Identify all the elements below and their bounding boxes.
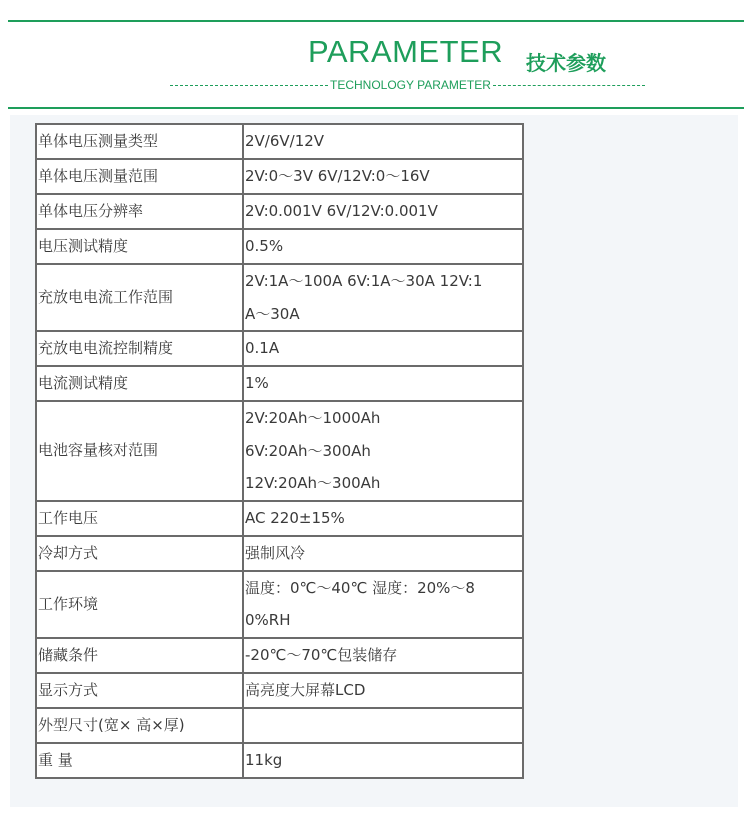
parameter-label: [36, 536, 243, 571]
parameter-label-text: 充放电电流工作范围: [38, 288, 174, 306]
parameter-label-text: 冷却方式: [38, 543, 99, 562]
parameter-label: [36, 264, 243, 331]
parameter-table-body: [36, 124, 523, 778]
parameter-label-text: 外型尺寸(宽× 高×厚): [38, 715, 185, 734]
parameter-value-line: 0.1A: [245, 339, 280, 357]
parameter-value-line: 高亮度大屏幕LCD: [245, 680, 366, 699]
parameter-value-line: 2V:1A～100A 6V:1A～30A 12V:1: [245, 272, 483, 290]
parameter-value-line: 2V:0.001V 6V/12V:0.001V: [245, 202, 438, 220]
parameter-value: [243, 673, 523, 708]
parameter-label-text: 单体电压测量范围: [38, 167, 159, 185]
parameter-label-text: 储藏条件: [38, 645, 99, 664]
parameter-row: [36, 401, 523, 501]
page-subtitle: [170, 78, 645, 92]
page-title-chinese: 技术参数: [526, 51, 606, 75]
parameter-value-line: 温度：0℃～40℃ 湿度：20%～8: [245, 578, 475, 597]
parameter-label-text: 电压测试精度: [38, 237, 129, 255]
parameter-value: [243, 124, 523, 159]
parameter-label: [36, 159, 243, 194]
parameter-value-line: 12V:20Ah～300Ah: [245, 474, 381, 492]
parameter-row: [36, 571, 523, 638]
parameter-label: [36, 743, 243, 778]
parameter-label-text: 电池容量核对范围: [38, 441, 159, 460]
parameter-label: [36, 571, 243, 638]
parameter-label: [36, 401, 243, 501]
parameter-value-line: AC 220±15%: [245, 508, 345, 527]
parameter-label-text: 单体电压测量类型: [38, 132, 159, 150]
parameter-value-line: 11kg: [245, 750, 283, 769]
subtitle-dashes-right: [493, 85, 645, 86]
parameter-value: [243, 638, 523, 673]
parameter-label: [36, 638, 243, 673]
parameter-label-text: 充放电电流控制精度: [38, 339, 174, 357]
parameter-value: [243, 708, 523, 743]
parameter-value: [243, 229, 523, 264]
parameter-row: [36, 673, 523, 708]
parameter-value: [243, 743, 523, 778]
parameter-value: [243, 194, 523, 229]
parameter-label-text: 显示方式: [38, 680, 99, 699]
parameter-label: [36, 229, 243, 264]
parameter-row: [36, 366, 523, 401]
parameter-row: [36, 743, 523, 778]
parameter-row: [36, 638, 523, 673]
parameter-value-line: A～30A: [245, 304, 300, 323]
parameter-value: [243, 264, 523, 331]
parameter-label-text: 工作电压: [38, 508, 99, 527]
parameter-label: [36, 194, 243, 229]
parameter-value-line: [245, 709, 522, 742]
parameter-row: [36, 159, 523, 194]
parameter-value: [243, 536, 523, 571]
parameter-value-line: 0.5%: [245, 237, 284, 255]
parameter-label: [36, 673, 243, 708]
parameter-value-line: 2V:0～3V 6V/12V:0～16V: [245, 167, 430, 185]
page-title: PARAMETER: [308, 34, 504, 69]
parameter-value-line: 1%: [245, 374, 269, 392]
parameter-value: [243, 501, 523, 536]
parameter-label: [36, 124, 243, 159]
parameter-row: [36, 124, 523, 159]
subtitle-text: TECHNOLOGY PARAMETER: [330, 78, 491, 92]
header-top-rule: [8, 20, 744, 22]
parameter-label: [36, 331, 243, 366]
parameter-row: [36, 331, 523, 366]
parameter-value: [243, 331, 523, 366]
parameter-value: [243, 159, 523, 194]
parameter-value-line: 2V/6V/12V: [245, 132, 325, 150]
parameter-row: [36, 194, 523, 229]
parameter-row: [36, 501, 523, 536]
parameter-value-line: -20℃～70℃包装储存: [245, 645, 398, 664]
parameter-value-line: 6V:20Ah～300Ah: [245, 441, 371, 460]
parameter-value-line: 2V:20Ah～1000Ah: [245, 409, 381, 427]
parameter-label-text: 工作环境: [38, 594, 99, 613]
parameter-label-text: 电流测试精度: [38, 374, 129, 392]
parameter-label-text: 单体电压分辨率: [38, 202, 144, 220]
subtitle-dashes-left: [170, 85, 328, 86]
parameter-label: [36, 708, 243, 743]
parameter-value-line: 强制风冷: [245, 543, 306, 562]
parameter-row: [36, 708, 523, 743]
parameter-value: [243, 571, 523, 638]
parameter-row: [36, 536, 523, 571]
parameter-row: [36, 229, 523, 264]
parameter-value-line: 0%RH: [245, 611, 291, 629]
parameter-value: [243, 401, 523, 501]
parameter-label: [36, 501, 243, 536]
header-bottom-rule: [8, 107, 744, 109]
parameter-label-text: 重 量: [38, 750, 73, 769]
parameter-value: [243, 366, 523, 401]
parameter-label: [36, 366, 243, 401]
parameter-row: [36, 264, 523, 331]
parameter-table: [35, 123, 524, 779]
